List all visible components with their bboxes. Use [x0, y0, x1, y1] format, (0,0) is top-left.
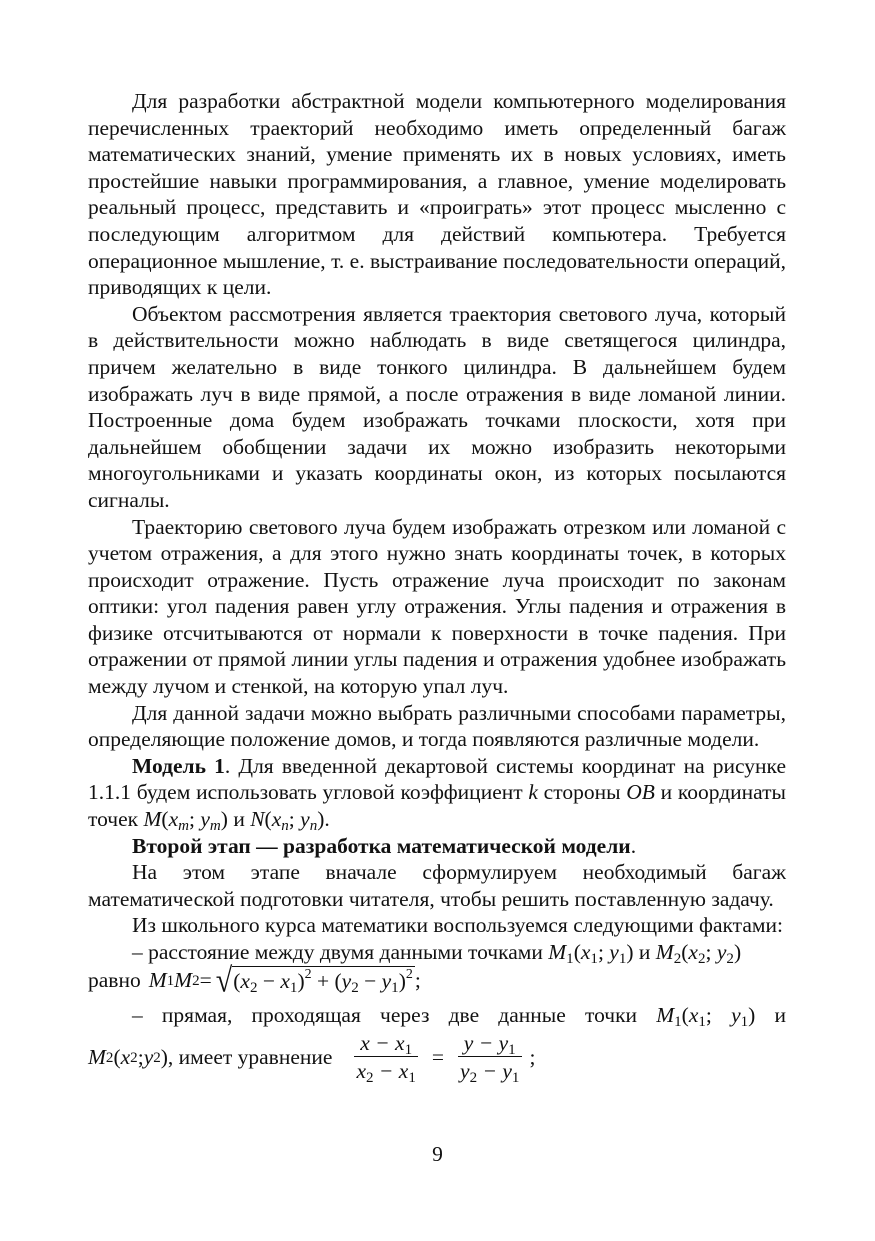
- fact-1-text: – расстояние между двумя данными точками: [132, 940, 549, 964]
- f2-m1-sub: 1: [674, 1013, 682, 1030]
- radicand: [232, 966, 415, 996]
- f1-x2-sub: 2: [697, 950, 706, 967]
- den2b: − y: [477, 1059, 512, 1084]
- f2-y1: y: [731, 1002, 741, 1027]
- ym: y: [200, 807, 210, 832]
- model-1-label: Модель 1: [132, 753, 225, 778]
- f2-y1-sub: 1: [740, 1013, 749, 1030]
- r-close1: ): [297, 968, 305, 993]
- xn: x: [271, 807, 282, 832]
- formula-semicolon: ;: [414, 968, 421, 993]
- page-body: [88, 88, 786, 1085]
- paragraph-1: Для разработки абстрактной модели компьютерного моделирования перечисленных траекторий необходимо иметь определенный багаж математических знаний, умение применять их в новых условиях, иметь простейшие навыки программирования, а главное, умение моделировать реальный процесс, представить и «проиграть» этот процесс мысленно с последующим алгоритмом для действий компьютера. Требуется операционное мышление, т. е. выстраивание последовательности операций, приводящих к цели.: [88, 89, 786, 300]
- r-close2: ): [398, 968, 406, 993]
- r-x1: x: [280, 968, 290, 993]
- lhs-m2: M: [174, 968, 193, 993]
- r-pow2: 2: [405, 966, 413, 982]
- paragraph-2: Объектом рассмотрения является траектория светового луча, который в действительности можно наблюдать в виде светящегося цилиндра, причем желательно в виде тонкого цилиндра. В дальнейшем будем изображать луч в виде прямой, а после отражения в виде ломаной линии. Построенные дома будем изображать точками плоскости, хотя при дальнейшем обобщении задачи их можно изобразить некоторыми многоугольниками и указать координаты окон, из которых посылаются сигналы.: [88, 301, 786, 512]
- stage-2-heading: Второй этап — разработка математической модели: [132, 833, 631, 858]
- den2b-sub: 1: [511, 1069, 520, 1086]
- f1-and: ) и: [626, 940, 656, 964]
- fraction-x: [350, 1030, 421, 1085]
- stage-2-dot: .: [630, 833, 637, 858]
- coef-k: k: [528, 780, 538, 805]
- f1-y2-sub: 2: [726, 950, 734, 967]
- f1-y1: y: [609, 940, 619, 964]
- f2-x2: x: [120, 1045, 131, 1070]
- xn-sub: n: [281, 817, 289, 834]
- stage-2-heading-paragraph: [88, 833, 786, 860]
- f1-m2-sub: 2: [673, 950, 682, 967]
- fraction-equals: =: [431, 1045, 445, 1070]
- fraction-semicolon: ;: [529, 1045, 536, 1070]
- r-pow1: 2: [304, 966, 312, 982]
- r-open1: (: [233, 968, 241, 993]
- fraction-y-denominator: [454, 1057, 525, 1085]
- f2-and: ) и: [748, 1002, 786, 1027]
- formula-equals: =: [199, 968, 212, 993]
- num1-sub: 1: [404, 1041, 413, 1058]
- num2-sub: 1: [508, 1041, 516, 1058]
- paragraph-6: Из школьного курса математики воспользуемся следующими фактами:: [132, 913, 783, 938]
- fraction-x-denominator: [350, 1057, 421, 1085]
- fraction-y-numerator: [458, 1030, 522, 1057]
- yn-sub: n: [309, 817, 318, 834]
- f2-x1-sub: 1: [698, 1013, 706, 1030]
- den2a: y: [460, 1059, 470, 1084]
- distance-formula-line: [88, 961, 786, 999]
- line-equation-line: M 2 ( x 2 ; y 2 ), имеет уравнение $\frac{x - x_1}{x_2 - x_1}$ = $\frac{y - y_1}{y_2 - y_1}$ ;: [88, 1031, 536, 1086]
- f2-m1: M: [656, 1002, 675, 1027]
- r-x2-sub: 2: [249, 979, 258, 996]
- r-minus1: −: [257, 968, 281, 993]
- page-number: 9: [432, 1142, 443, 1166]
- den2a-sub: 2: [469, 1069, 478, 1086]
- f1-m2: M: [655, 940, 674, 964]
- den1b-sub: 1: [408, 1069, 416, 1086]
- r-y2: y: [341, 968, 352, 993]
- num2: y − y: [463, 1031, 509, 1056]
- f1-x1-sub: 1: [590, 950, 598, 967]
- model-1-text-d: ) и: [220, 807, 251, 832]
- f1-m1: M: [548, 940, 567, 964]
- r-minus2: −: [358, 968, 382, 993]
- f1-y1-sub: 1: [618, 950, 627, 967]
- xm: x: [168, 807, 179, 832]
- f2-m2: M: [88, 1045, 106, 1070]
- sep-m: ;: [189, 807, 201, 832]
- r-plus: + (: [311, 968, 342, 993]
- fraction-x-numerator: [354, 1030, 418, 1057]
- f1-y2: y: [716, 940, 727, 964]
- model-1-text-e: ).: [317, 807, 330, 832]
- fact-2-line: – прямая, проходящая через две данные точки $M_1(x_1$; $y_1$) и: [132, 1002, 786, 1030]
- point-m: M: [143, 807, 162, 832]
- distance-formula: M 1 M 2 = √ $(x_2 - x_1)^2 + (y_2 - y_1)^2$ ;: [148, 961, 421, 999]
- r-y1: y: [381, 968, 392, 993]
- den1b: − x: [373, 1059, 409, 1084]
- ym-sub: m: [209, 817, 221, 834]
- fact-2-text: – прямая, проходящая через две данные точки: [132, 1002, 657, 1027]
- paragraph-4: Для данной задачи можно выбрать различными способами параметры, определяющие положение домов, и тогда появляются различные модели.: [88, 700, 786, 752]
- f1-x2: x: [688, 940, 698, 964]
- fraction-y: [454, 1030, 525, 1085]
- paragraph-3: Траекторию светового луча будем изображать отрезком или ломаной с учетом отражения, а для этого нужно знать координаты точек, в которых происходит отражение. Пусть отражение луча происходит по законам оптики: угол падения равен углу отражения. Углы падения и отражения в физике отсчитываются от нормали к поверхности в точке падения. При отражении от прямой линии углы падения и отражения удобнее изображать между лучом и стенкой, на которую упал луч.: [88, 514, 786, 699]
- point-n: N: [250, 807, 265, 832]
- xm-sub: m: [178, 817, 189, 834]
- yn: y: [300, 807, 310, 832]
- model-1-text-c: и координаты точек: [88, 780, 787, 832]
- equals-word: равно: [88, 968, 141, 993]
- side-ob: OB: [626, 780, 655, 805]
- f1-close: ): [733, 940, 742, 964]
- f1-m1-sub: 1: [566, 950, 574, 967]
- model-1-text-b: стороны: [537, 780, 627, 805]
- num1: x − x: [360, 1031, 405, 1056]
- f2-y2: y: [143, 1045, 154, 1070]
- paragraph-5: На этом этапе вначале сформулируем необходимый багаж математической подготовки читателя, чтобы решить поставленную задачу.: [88, 860, 786, 911]
- model-1-text-a: . Для введенной декартовой системы координат на рисунке 1.1.1 будем использовать угловой коэффициент: [88, 753, 786, 805]
- r-y2-sub: 2: [351, 979, 359, 996]
- f1-x1: x: [580, 940, 591, 964]
- sep-n: ;: [288, 807, 301, 832]
- r-x2: x: [240, 968, 250, 993]
- f2-x1: x: [688, 1002, 699, 1027]
- den1a-sub: 2: [366, 1069, 374, 1086]
- model-1-paragraph: Модель 1. Для введенной декартовой системы координат на рисунке 1.1.1 будем использовать угловой коэффициент k стороны OB и координаты точек $M(x_m$; $y_m$) и $N(x_n$; $y_n$).: [88, 753, 787, 834]
- den1a: x: [356, 1059, 366, 1084]
- lhs-m1: M: [148, 968, 167, 993]
- radical-sign: √: [215, 961, 233, 999]
- r-y1-sub: 1: [391, 979, 399, 996]
- r-x1-sub: 1: [289, 979, 298, 996]
- sqrt: [215, 961, 415, 999]
- f2-has-eq: ), имеет уравнение: [160, 1045, 333, 1070]
- fact-1-line: – расстояние между двумя данными точками $M_1(x_1$; $y_1$) и $M_2(x_2$; $y_2$): [132, 940, 742, 967]
